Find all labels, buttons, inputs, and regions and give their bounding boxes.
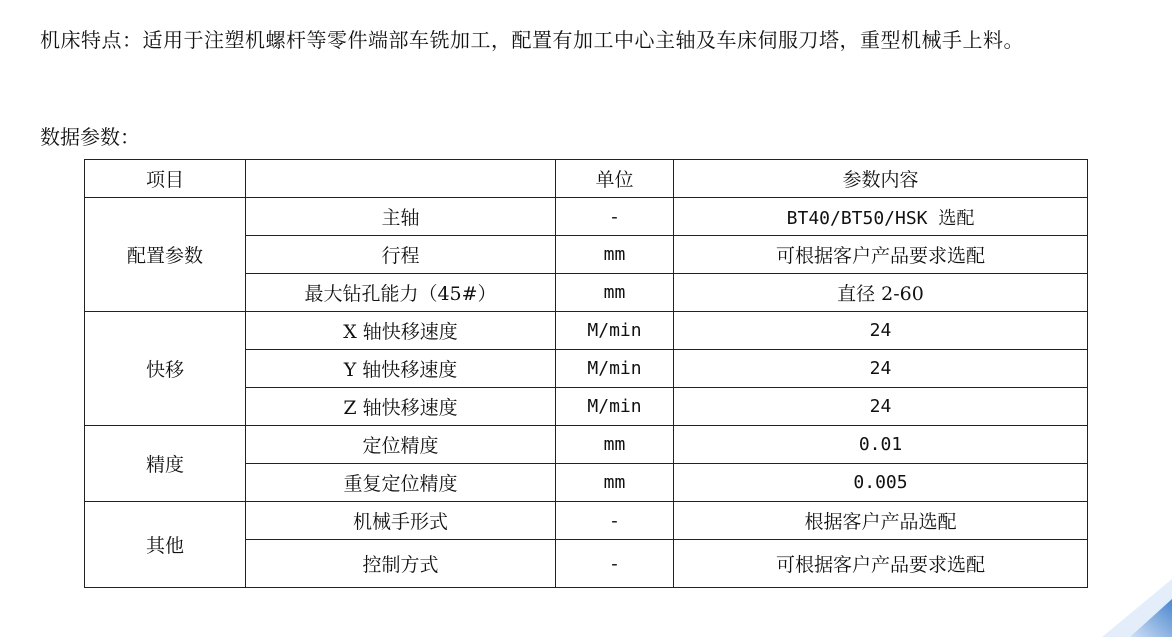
unit-cell: mm [556,464,674,502]
value-cell: 可根据客户产品要求选配 [674,236,1088,274]
header-item: 项目 [85,160,246,198]
table-row [85,426,1088,464]
item-cell: 行程 [246,236,556,274]
value-cell: 24 [674,388,1088,426]
header-unit: 单位 [556,160,674,198]
value-cell: 0.005 [674,464,1088,502]
header-value: 参数内容 [674,160,1088,198]
item-cell: 控制方式 [246,540,556,588]
item-cell: 定位精度 [246,426,556,464]
unit-cell: - [556,198,674,236]
unit-cell: - [556,540,674,588]
unit-cell: - [556,502,674,540]
spec-table [84,159,1088,588]
table-row [85,198,1088,236]
corner-triangle [1130,599,1172,637]
table-header-row [85,160,1088,198]
value-cell: 24 [674,350,1088,388]
unit-cell: M/min [556,388,674,426]
item-cell: X 轴快移速度 [246,312,556,350]
category-cell: 其他 [85,502,246,588]
category-cell: 快移 [85,312,246,426]
value-cell: 0.01 [674,426,1088,464]
item-cell: Y 轴快移速度 [246,350,556,388]
item-cell: 机械手形式 [246,502,556,540]
category-cell: 精度 [85,426,246,502]
corner-decoration [1082,571,1172,637]
item-cell: 最大钻孔能力（45#） [246,274,556,312]
unit-cell: mm [556,426,674,464]
corner-triangle-light [1102,579,1172,637]
value-cell: 根据客户产品选配 [674,502,1088,540]
value-cell: 可根据客户产品要求选配 [674,540,1088,588]
unit-cell: mm [556,236,674,274]
value-cell: 24 [674,312,1088,350]
table-row [85,312,1088,350]
header-subitem [246,160,556,198]
machine-features-text: 机床特点：适用于注塑机螺杆等零件端部车铣加工，配置有加工中心主轴及车床伺服刀塔，重型机械手上料。 [40,28,1024,52]
value-cell: 直径 2-60 [674,274,1088,312]
item-cell: 主轴 [246,198,556,236]
unit-cell: mm [556,274,674,312]
item-cell: 重复定位精度 [246,464,556,502]
table-row [85,502,1088,540]
category-cell: 配置参数 [85,198,246,312]
unit-cell: M/min [556,350,674,388]
data-parameters-heading: 数据参数： [40,125,140,149]
unit-cell: M/min [556,312,674,350]
value-cell: BT40/BT50/HSK 选配 [674,198,1088,236]
item-cell: Z 轴快移速度 [246,388,556,426]
